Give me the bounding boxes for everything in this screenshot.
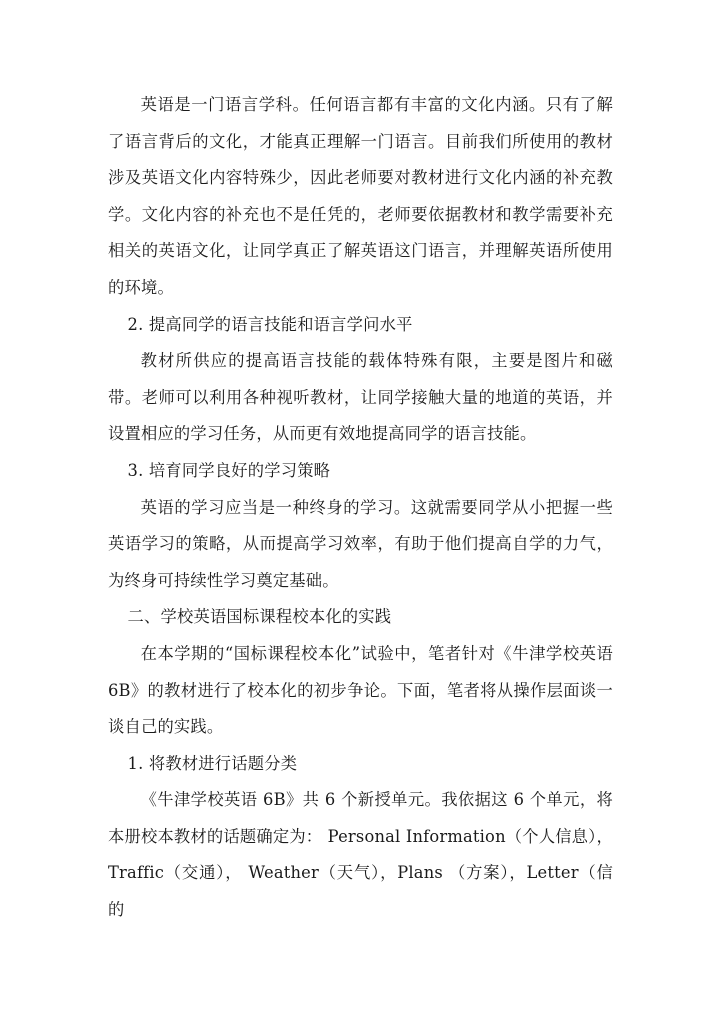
- paragraph-topics: 《牛津学校英语 6B》共 6 个新授单元。我依据这 6 个单元，将本册校本教材的话题确定为： Personal Information（个人信息），Traffic（交通）， Weather（天气），Plans （方案），Letter（信的: [108, 790, 613, 920]
- paragraph-culture: 英语是一门语言学科。任何语言都有丰富的文化内涵。只有了解了语言背后的文化，才能真正理解一门语言。目前我们所使用的教材涉及英语文化内容特殊少，因此老师要对教材进行文化内涵的补充教学。文化内容的补充也不是任凭的，老师要依据教材和教学需要补充相关的英语文化，让同学真正了解英语这门语言，并理解英语所使用的环境。: [108, 95, 613, 297]
- paragraph-experiment: 在本学期的“国标课程校本化”试验中，笔者针对《牛津学校英语6B》的教材进行了校本化的初步争论。下面，笔者将从操作层面谈一谈自己的实践。: [108, 643, 613, 737]
- heading-learning-strategies: 3. 培育同学良好的学习策略: [127, 460, 331, 480]
- paragraph-language-skills: 教材所供应的提高语言技能的载体特殊有限，主要是图片和磁带。老师可以利用各种视听教材，让同学接触大量的地道的英语，并设置相应的学习任务，从而更有效地提高同学的语言技能。: [108, 351, 613, 444]
- paragraph-learning-strategies: 英语的学习应当是一种终身的学习。这就需要同学从小把握一些英语学习的策略，从而提高学习效率，有助于他们提高自学的力气，为终身可持续性学习奠定基础。: [108, 497, 613, 590]
- heading-section-two: 二、学校英语国标课程校本化的实践: [127, 607, 392, 627]
- heading-language-skills: 2. 提高同学的语言技能和语言学问水平: [127, 314, 413, 334]
- heading-topic-classification: 1. 将教材进行话题分类: [127, 753, 298, 773]
- document-body: [108, 87, 613, 929]
